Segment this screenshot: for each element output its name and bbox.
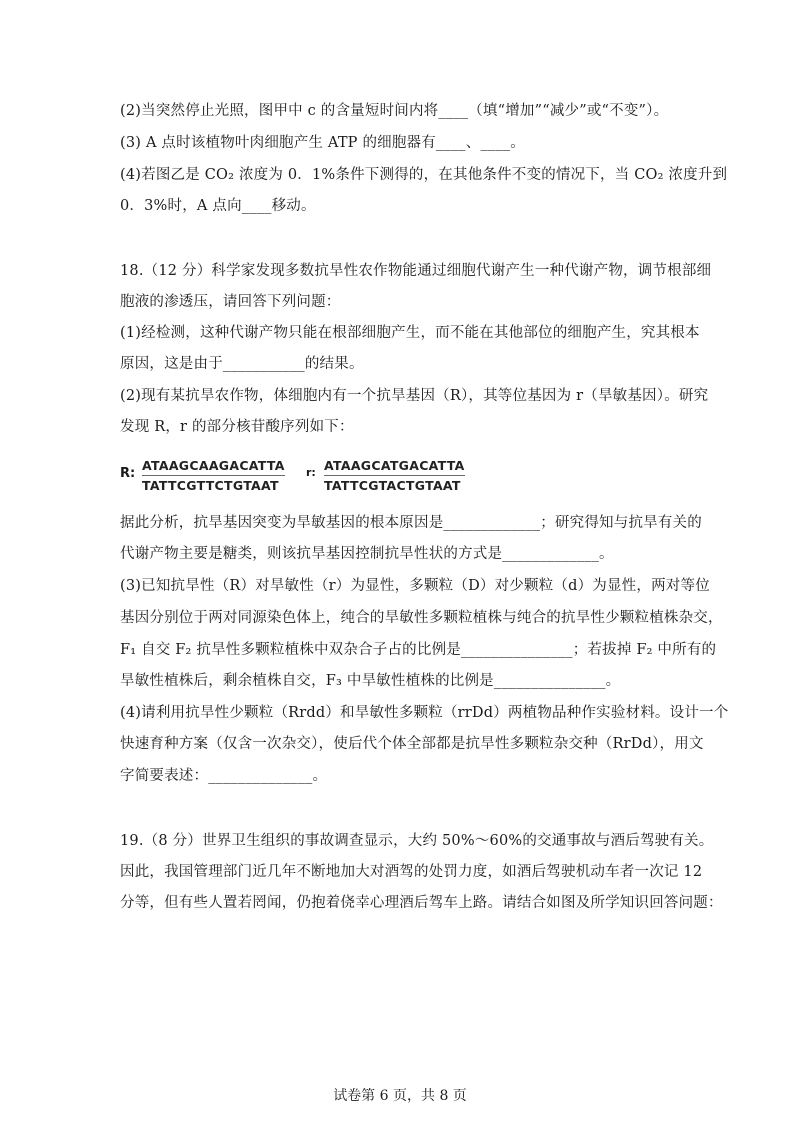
q18-part4-line3: 字简要表述：______________。 (120, 768, 328, 784)
sequence-R (142, 457, 285, 494)
q18-part4-line1: (4)请利用抗旱性少颗粒（Rrdd）和旱敏性多颗粒（rrDd）两植物品种作实验材料。设计一个 (120, 705, 729, 721)
nucleotide-sequence-figure (118, 452, 478, 502)
q17-part2: (2)当突然停止光照，图甲中 c 的含量短时间内将____（填“增加”“减少”或“不变”）。 (120, 103, 669, 119)
q18-part2-line2: 发现 R，r 的部分核苷酸序列如下： (120, 419, 354, 435)
q18-part3-line1: (3)已知抗旱性（R）对旱敏性（r）为显性，多颗粒（D）对少颗粒（d）为显性，两对等位 (120, 578, 710, 594)
sequence-R-top-strand: ATAAGCAAGACATTA (142, 458, 285, 473)
q18-part4-line2: 快速育种方案（仅含一次杂交），使后代个体全部都是抗旱性多颗粒杂交种（RrDd），用文 (120, 736, 704, 752)
q18-part3-line4: 旱敏性植株后，剩余植株自交，F₃ 中旱敏性植株的比例是_______________。 (120, 673, 621, 689)
sequence-R-bottom-strand: TATTCGTTCTGTAAT (142, 478, 279, 493)
sequence-label-r: r: (306, 466, 316, 479)
page-footer: 试卷第 6 页，共 8 页 (333, 1088, 467, 1104)
q17-part3: (3) A 点时该植物叶肉细胞产生 ATP 的细胞器有____、____。 (120, 135, 525, 151)
q18-part2-line3: 据此分析，抗旱基因突变为旱敏基因的根本原因是_____________；研究得知与抗旱有关的 (120, 515, 702, 531)
q18-part1-line1: (1)经检测，这种代谢产物只能在根部细胞产生，而不能在其他部位的细胞产生，究其根本 (120, 325, 700, 341)
q19-intro-line2: 因此，我国管理部门近几年不断地加大对酒驾的处罚力度，如酒后驾驶机动车者一次记 12 (120, 864, 703, 880)
q18-part2-line1: (2)现有某抗旱农作物，体细胞内有一个抗旱基因（R），其等位基因为 r（旱敏基因）。研究 (120, 388, 709, 404)
sequence-r (324, 457, 465, 494)
sequence-r-top-strand: ATAAGCATGACATTA (324, 458, 465, 473)
q18-part3-line2: 基因分别位于两对同源染色体上，纯合的旱敏性多颗粒植株与纯合的抗旱性少颗粒植株杂交， (120, 610, 723, 626)
q18-part2-line4: 代谢产物主要是糖类，则该抗旱基因控制抗旱性状的方式是_____________。 (120, 546, 614, 562)
q17-part4-line1: (4)若图乙是 CO₂ 浓度为 0．1%条件下测得的，在其他条件不变的情况下，当 CO₂ 浓度升到 (120, 167, 728, 183)
sequence-r-bottom-strand: TATTCGTACTGTAAT (324, 478, 461, 493)
q19-intro-line3: 分等，但有些人置若罔闻，仍抱着侥幸心理酒后驾车上路。请结合如图及所学知识回答问题： (120, 895, 723, 911)
q18-intro-line1: 18.（12 分）科学家发现多数抗旱性农作物能通过细胞代谢产生一种代谢产物，调节根部细 (120, 263, 712, 279)
sequence-R-divider (142, 475, 285, 476)
q18-part1-line2: 原因，这是由于___________的结果。 (120, 356, 364, 372)
q17-part4-line2: 0．3%时，A 点向____移动。 (120, 198, 316, 214)
q18-part3-line3: F₁ 自交 F₂ 抗旱性多颗粒植株中双杂合子占的比例是_______________；若拔掉 F₂ 中所有的 (120, 642, 717, 658)
sequence-r-divider (324, 475, 465, 476)
q18-intro-line2: 胞液的渗透压，请回答下列问题： (120, 294, 341, 310)
sequence-label-R: R: (120, 466, 136, 481)
q19-intro-line1: 19.（8 分）世界卫生组织的事故调查显示，大约 50%～60%的交通事故与酒后驾驶有关。 (120, 833, 714, 849)
